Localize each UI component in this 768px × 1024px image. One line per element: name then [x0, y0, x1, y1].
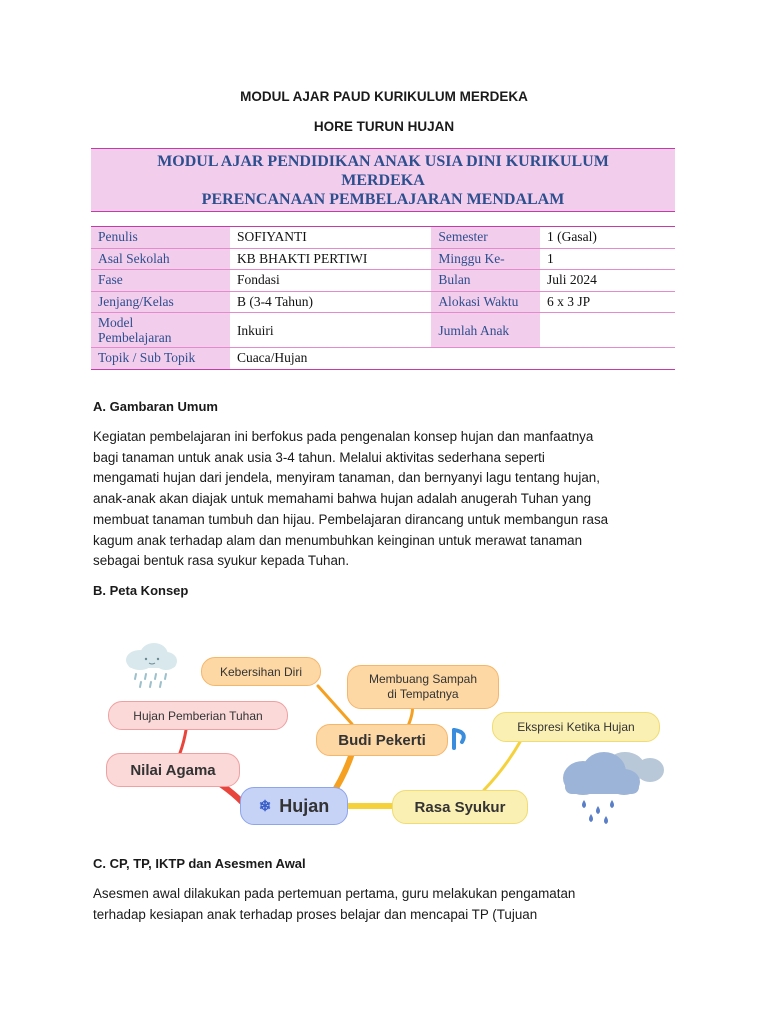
section-b-heading: B. Peta Konsep [93, 583, 189, 598]
info-label: Jenjang/Kelas [91, 291, 230, 313]
info-value: SOFIYANTI [230, 227, 431, 249]
info-label [91, 313, 230, 348]
info-label: Asal Sekolah [91, 248, 230, 270]
info-label-line: Model [98, 315, 134, 330]
info-label: Alokasi Waktu [431, 291, 540, 313]
info-value: Inkuiri [230, 313, 431, 348]
module-info-table [91, 226, 675, 370]
node-hujan-label: Hujan [279, 795, 330, 816]
smiling-cloud-icon [126, 643, 177, 687]
table-row [91, 348, 675, 370]
node-line: di Tempatnya [387, 687, 459, 701]
connector-hujan-pemberian [180, 730, 186, 753]
info-label: Semester [431, 227, 540, 249]
paragraph-line: anak-anak akan diajak untuk memahami bahwa hujan adalah anugerah Tuhan yang [93, 491, 592, 507]
table-row [91, 227, 675, 249]
info-label: Minggu Ke- [431, 248, 540, 270]
document-subtitle: HORE TURUN HUJAN [313, 119, 455, 134]
table-row [91, 270, 675, 292]
info-label: Penulis [91, 227, 230, 249]
info-label: Jumlah Anak [431, 313, 540, 348]
node-membuang-sampah [347, 665, 499, 709]
info-empty [431, 348, 540, 370]
table-row [91, 291, 675, 313]
node-rasa-syukur: Rasa Syukur [392, 790, 528, 824]
snowflake-icon: ❄ [258, 798, 272, 815]
paragraph-line: mengamati hujan dari jendela, menyiram tanaman, dan bernyanyi lagu tentang hujan, [93, 470, 600, 486]
info-value: Fondasi [230, 270, 431, 292]
info-value [540, 313, 675, 348]
info-label: Bulan [431, 270, 540, 292]
section-a-heading: A. Gambaran Umum [93, 399, 218, 414]
paragraph-line: Asesmen awal dilakukan pada pertemuan pertama, guru melakukan pengamatan [93, 886, 576, 901]
rain-cloud-icon [563, 752, 664, 824]
section-c-heading: C. CP, TP, IKTP dan Asesmen Awal [93, 856, 306, 871]
info-label: Topik / Sub Topik [91, 348, 230, 370]
paragraph-line: Kegiatan pembelajaran ini berfokus pada pengenalan konsep hujan dan manfaatnya [93, 429, 594, 444]
info-value: B (3-4 Tahun) [230, 291, 431, 313]
section-c-paragraph [93, 884, 683, 925]
banner-line-2: MERDEKA [341, 171, 425, 189]
node-line: Membuang Sampah [368, 672, 478, 686]
node-budi-pekerti: Budi Pekerti [316, 724, 448, 756]
info-value: 1 (Gasal) [540, 227, 675, 249]
connector-ekspresi [484, 742, 520, 790]
node-hujan-pemberian-tuhan: Hujan Pemberian Tuhan [108, 701, 288, 730]
table-row [91, 313, 675, 348]
info-value: Cuaca/Hujan [230, 348, 431, 370]
node-hujan-center [240, 787, 348, 825]
info-value: 1 [540, 248, 675, 270]
node-kebersihan-diri: Kebersihan Diri [201, 657, 321, 686]
paragraph-line: kagum anak terhadap alam dan menumbuhkan keinginan untuk merawat tanaman [93, 532, 583, 548]
module-banner [91, 148, 675, 212]
paragraph-line: membuat tanaman tumbuh dan hijau. Pembelajaran dirancang untuk membangun rasa [93, 511, 609, 527]
document-title: MODUL AJAR PAUD KURIKULUM MERDEKA [240, 89, 528, 104]
section-a-paragraph [93, 427, 683, 572]
node-ekspresi-ketika-hujan: Ekspresi Ketika Hujan [492, 712, 660, 742]
node-nilai-agama: Nilai Agama [106, 753, 240, 787]
banner-line-3: PERENCANAAN PEMBELAJARAN MENDALAM [201, 190, 565, 208]
paragraph-line: bagi tanaman untuk anak usia 3-4 tahun. Melalui aktivitas sederhana seperti [93, 449, 545, 465]
info-label: Fase [91, 270, 230, 292]
concept-map [90, 620, 680, 840]
info-value: Juli 2024 [540, 270, 675, 292]
play-logo-icon [454, 730, 464, 748]
info-empty [540, 348, 675, 370]
paragraph-line: terhadap kesiapan anak terhadap proses belajar dan mencapai TP (Tujuan [93, 906, 538, 922]
paragraph-line: sebagai bentuk rasa syukur kepada Tuhan. [93, 553, 350, 569]
info-value: 6 x 3 JP [540, 291, 675, 313]
banner-line-1: MODUL AJAR PENDIDIKAN ANAK USIA DINI KURIKULUM [157, 152, 609, 170]
table-row [91, 248, 675, 270]
info-label-line: Pembelajaran [98, 330, 172, 345]
info-value: KB BHAKTI PERTIWI [230, 248, 431, 270]
